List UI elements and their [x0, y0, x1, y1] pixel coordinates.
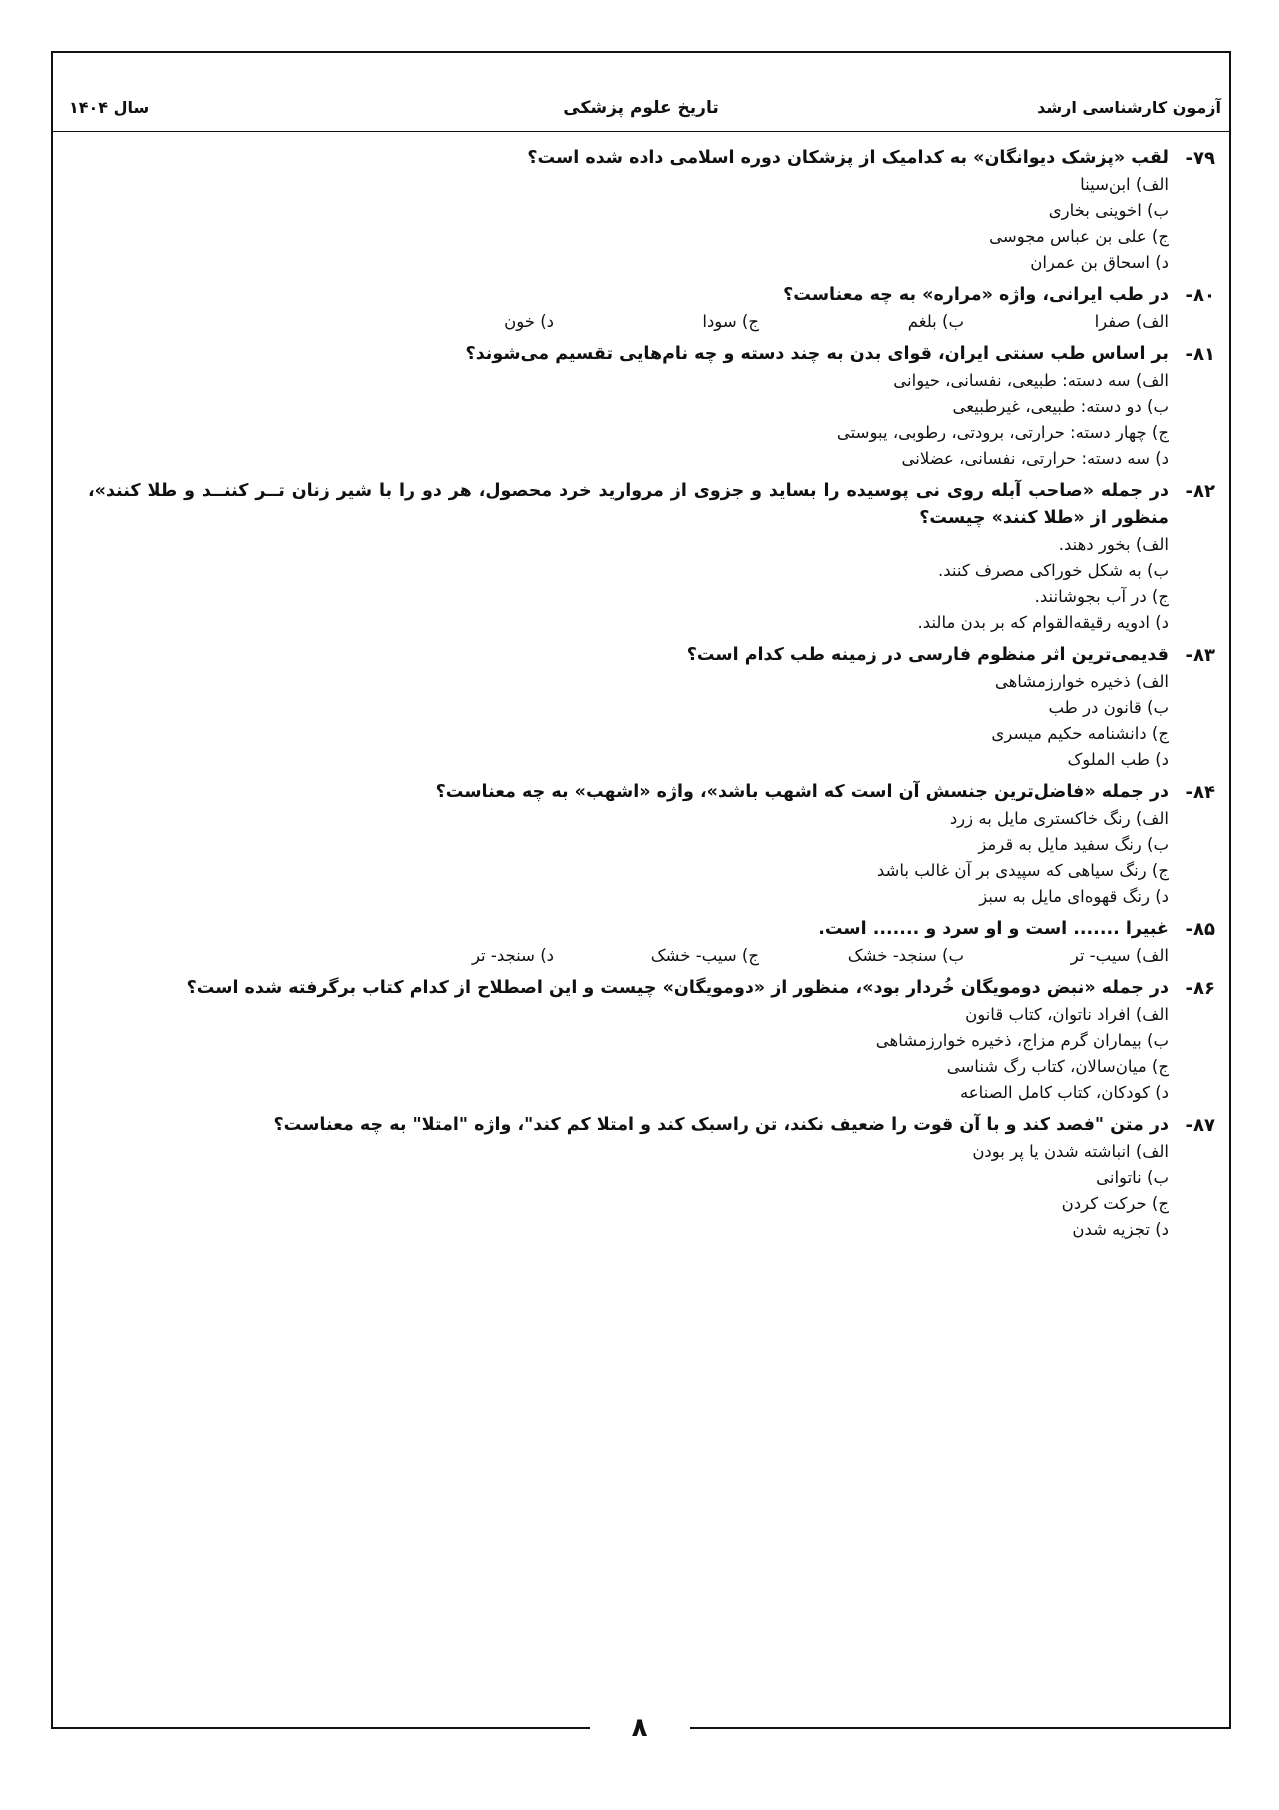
question-number: ۸۳-	[1185, 645, 1215, 666]
option-d: د) خون	[504, 312, 554, 331]
subject-title: تاریخ علوم پزشکی	[563, 98, 719, 118]
option-b: ب) بلغم	[907, 312, 964, 331]
exam-year: سال ۱۴۰۴	[69, 98, 150, 117]
option-d: د) اسحاق بن عمران	[1030, 253, 1169, 272]
question-79	[88, 145, 1215, 276]
question-number: ۷۹-	[1185, 148, 1215, 169]
option-a: الف) بخور دهند.	[1058, 535, 1169, 554]
questions-list	[88, 145, 1215, 1249]
option-d: د) تجزیه شدن	[1072, 1220, 1169, 1239]
option-b: ب) بیماران گرم مزاج، ذخیره خوارزمشاهی	[875, 1031, 1169, 1050]
question-number: ۸۷-	[1185, 1115, 1215, 1136]
question-text: در طب ایرانی، واژه «مراره» به چه معناست؟	[783, 285, 1169, 305]
option-a: الف) انباشته شدن یا پر بودن	[972, 1142, 1169, 1161]
question-text: در جمله «فاضل‌ترین جنسش آن است که اشهب باشد»، واژه «اشهب» به چه معناست؟	[435, 782, 1169, 802]
question-text: بر اساس طب سنتی ایران، قوای بدن به چند دسته و چه نام‌هایی تقسیم می‌شوند؟	[465, 344, 1169, 364]
option-c: ج) دانشنامه حکیم میسری	[991, 724, 1169, 743]
option-b: ب) رنگ سفید مایل به قرمز	[978, 835, 1169, 854]
question-text: لقب «پزشک دیوانگان» به کدامیک از پزشکان دوره اسلامی داده شده است؟	[527, 148, 1169, 168]
question-number: ۸۰-	[1185, 285, 1215, 306]
option-d: د) ادویه رقیقه‌القوام که بر بدن مالند.	[917, 613, 1169, 632]
question-86	[88, 975, 1215, 1106]
page-number: ۸	[610, 1713, 670, 1743]
option-c: ج) حرکت کردن	[1061, 1194, 1169, 1213]
option-c: ج) چهار دسته: حرارتی، برودتی، رطوبی، یبوستی	[836, 423, 1169, 442]
option-b: ب) قانون در طب	[1048, 698, 1169, 717]
header-divider	[51, 131, 1231, 132]
question-number: ۸۱-	[1185, 344, 1215, 365]
question-85	[88, 916, 1215, 969]
question-number: ۸۴-	[1185, 782, 1215, 803]
question-83	[88, 642, 1215, 773]
option-a: الف) ذخیره خوارزمشاهی	[994, 672, 1169, 691]
option-a: الف) سه دسته: طبیعی، نفسانی، حیوانی	[893, 371, 1169, 390]
question-text: در جمله «نبض دومویگان خُردار بود»، منظور از «دومویگان» چیست و این اصطلاح از کدام کتاب برگرفته شده است؟	[186, 978, 1169, 998]
option-d: د) طب الملوک	[1067, 750, 1169, 769]
option-d: د) سه دسته: حرارتی، نفسانی، عضلانی	[901, 449, 1169, 468]
question-number: ۸۵-	[1185, 919, 1215, 940]
option-a: الف) صفرا	[1094, 312, 1169, 331]
option-c: ج) علی بن عباس مجوسی	[989, 227, 1169, 246]
exam-title: آزمون کارشناسی ارشد	[1037, 98, 1221, 117]
page-number-wrap	[0, 1713, 1279, 1743]
option-d: د) رنگ قهوه‌ای مایل به سبز	[979, 887, 1169, 906]
option-c: ج) در آب بجوشانند.	[1034, 587, 1169, 606]
question-text: در متن "فصد کند و با آن قوت را ضعیف نکند، تن راسبک کند و امتلا کم کند"، واژه "امتلا" به چه معناست؟	[273, 1115, 1169, 1135]
option-b: ب) به شکل خوراکی مصرف کنند.	[937, 561, 1169, 580]
option-d: د) سنجد- تر	[471, 946, 554, 965]
option-a: الف) رنگ خاکستری مایل به زرد	[949, 809, 1169, 828]
option-c: ج) سودا	[702, 312, 759, 331]
question-84	[88, 779, 1215, 910]
question-82	[88, 478, 1215, 636]
question-81	[88, 341, 1215, 472]
question-number: ۸۲-	[1185, 481, 1215, 502]
option-b: ب) ناتوانی	[1096, 1168, 1169, 1187]
option-c: ج) سیب- خشک	[650, 946, 759, 965]
option-b: ب) اخوینی بخاری	[1048, 201, 1169, 220]
option-d: د) کودکان، کتاب کامل الصناعه	[959, 1083, 1169, 1102]
option-a: الف) سیب- تر	[1070, 946, 1169, 965]
option-c: ج) میان‌سالان، کتاب رگ شناسی	[946, 1057, 1169, 1076]
question-80	[88, 282, 1215, 335]
option-b: ب) سنجد- خشک	[847, 946, 964, 965]
question-87	[88, 1112, 1215, 1243]
option-a: الف) افراد ناتوان، کتاب قانون	[965, 1005, 1169, 1024]
question-text: قدیمی‌ترین اثر منظوم فارسی در زمینه طب کدام است؟	[686, 645, 1169, 665]
question-text: غبیرا ....... است و او سرد و ....... است.	[818, 919, 1169, 939]
question-number: ۸۶-	[1185, 978, 1215, 999]
option-a: الف) ابن‌سینا	[1080, 175, 1169, 194]
question-text: در جمله «صاحب آبله روی نی پوسیده را بساید و جزوی از مروارید خرد محصول، هر دو را با شیر زنان تــر کننــد و طلا کنند»، منظور از «طلا کنند» چیست؟	[88, 481, 1169, 528]
page-header	[51, 98, 1231, 124]
option-c: ج) رنگ سیاهی که سپیدی بر آن غالب باشد	[876, 861, 1169, 880]
option-b: ب) دو دسته: طبیعی، غیرطبیعی	[952, 397, 1169, 416]
